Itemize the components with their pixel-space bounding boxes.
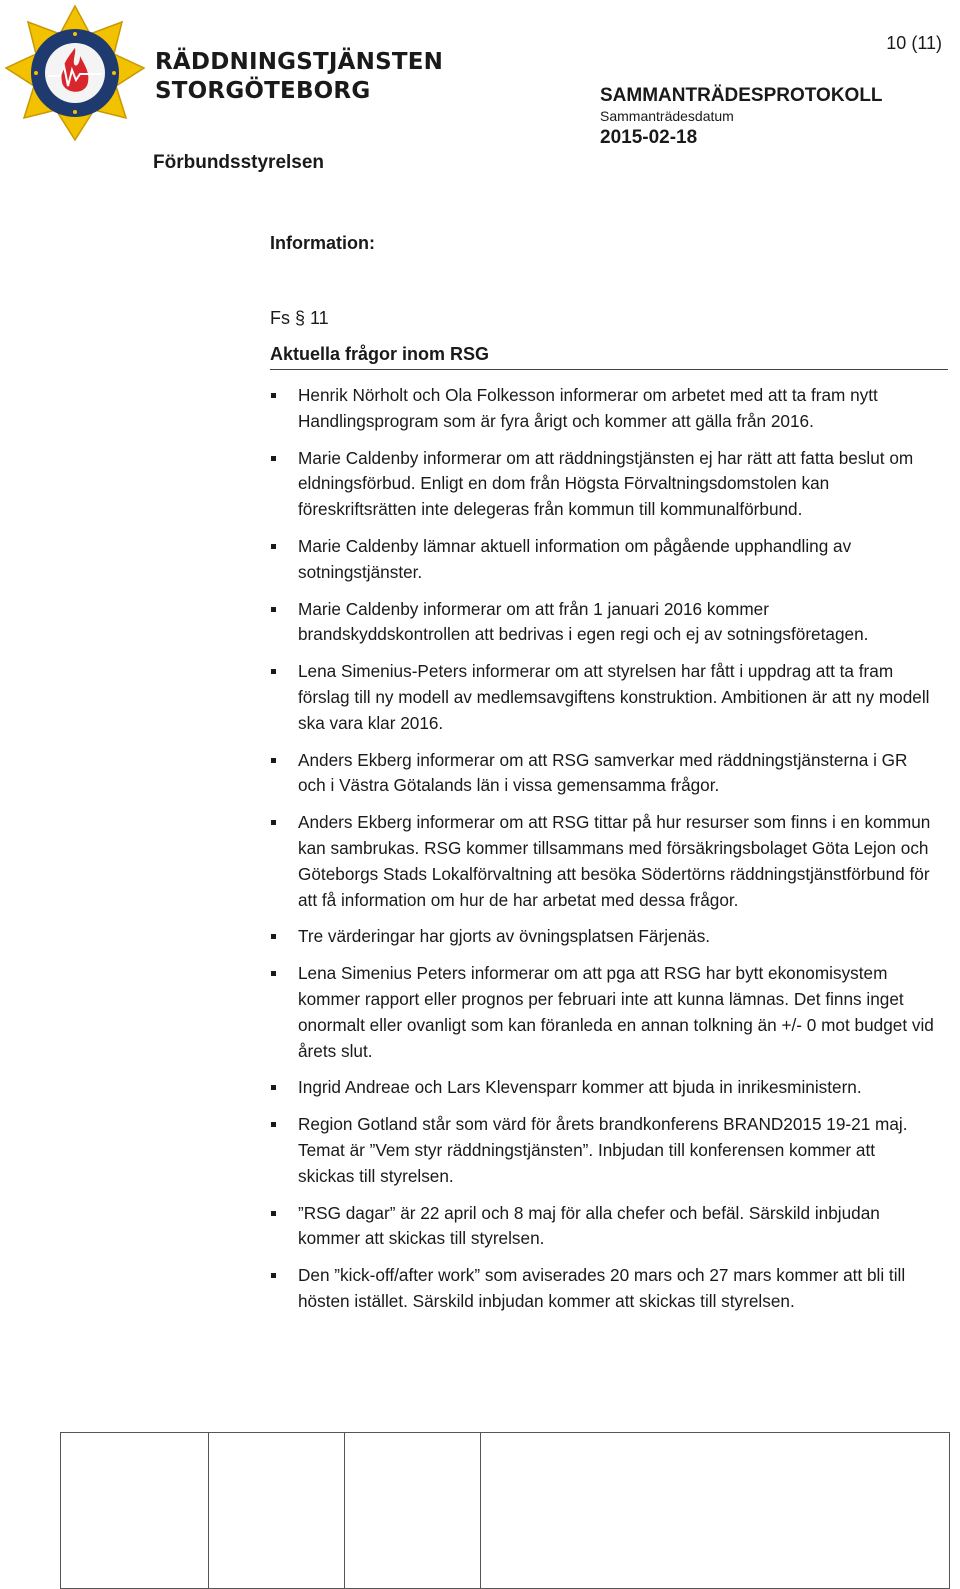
list-item-text: Lena Simenius-Peters informerar om att styrelsen har fått i uppdrag att ta fram förslag till ny modell av medlemsavgiftens konstruktion. Ambitionen är att ny modell ska vara klar 2016.: [298, 661, 930, 733]
bullet-marker: [271, 758, 276, 763]
list-item-text: Tre värderingar har gjorts av övningsplatsen Färjenäs.: [298, 926, 711, 947]
list-item-text: Henrik Nörholt och Ola Folkesson informerar om arbetet med att ta fram nytt Handlingsprogram som är fyra årigt och kommer att gälla från 2016.: [298, 385, 878, 431]
list-item: [270, 534, 936, 586]
information-heading: Information:: [270, 233, 375, 253]
protocol-title: SAMMANTRÄDESPROTOKOLL: [600, 85, 883, 106]
bullet-marker: [271, 456, 276, 461]
information-list: [270, 383, 936, 1326]
signature-cell: [345, 1433, 481, 1589]
list-item-text: Anders Ekberg informerar om att RSG samverkar med räddningstjänsterna i GR och i Västra Götalands län i vissa gemensamma frågor.: [298, 749, 908, 796]
section-number: Fs § 11: [270, 308, 329, 328]
section-divider: [270, 369, 948, 370]
bullet-marker: [271, 934, 276, 939]
list-item-text: Anders Ekberg informerar om att RSG tittar på hur resurser som finns i en kommun kan sambrukas. RSG kommer tillsammans med försäkringsbolaget Göta Lejon och Göteborgs Stads Lokalförvaltning att besöka Södertörns räddningstjänstförbund för att få information om hur de har arbetat med dessa frågor.: [298, 812, 931, 910]
signature-table: [60, 1432, 950, 1589]
signature-cell: [61, 1433, 209, 1589]
list-item-text: Marie Caldenby informerar om att från 1 januari 2016 kommer brandskyddskontrollen att bedrivas i egen regi och ej av sotningsföretagen.: [298, 598, 869, 645]
signature-cell: [209, 1433, 345, 1589]
list-item: [270, 1263, 936, 1315]
bullet-marker: [271, 971, 276, 976]
section-title: Aktuella frågor inom RSG: [270, 344, 490, 364]
meeting-date-label: Sammanträdesdatum: [600, 108, 734, 124]
board-name: Förbundsstyrelsen: [153, 152, 325, 173]
bullet-marker: [271, 1211, 276, 1216]
list-item-text: Lena Simenius Peters informerar om att pga att RSG har bytt ekonomisystem kommer rapport eller prognos per februari inte att kunna lämnas. Det finns inget onormalt eller ovanligt som kan föranleda en annan tolkning än +/- 0 mot budget vid årets slut.: [298, 963, 934, 1061]
list-item: [270, 748, 936, 800]
list-item: [270, 924, 936, 950]
signature-row: [61, 1433, 950, 1589]
list-item: [270, 597, 936, 649]
list-item: [270, 810, 936, 913]
list-item-text: Marie Caldenby informerar om att räddningstjänsten ej har rätt att fatta beslut om eldningsförbud. Enligt en dom från Högsta Förvaltningsdomstolen kan föreskriftsrätten inte delegeras från kommun till kommunalförbund.: [298, 447, 914, 520]
list-item: [270, 1112, 936, 1189]
list-item-text: Region Gotland står som värd för årets brandkonferens BRAND2015 19-21 maj. Temat är ”Vem styr räddningstjänsten”. Inbjudan till konferensen kommer att skickas till styrelsen.: [298, 1114, 908, 1186]
bullet-marker: [271, 1085, 276, 1090]
organization-name: [155, 48, 443, 106]
list-item: [270, 659, 936, 736]
bullet-marker: [271, 669, 276, 674]
organization-name-line1: RÄDDNINGSTJÄNSTEN: [155, 49, 444, 75]
list-item: [270, 961, 936, 1064]
list-item: [270, 1075, 936, 1101]
protocol-block: [600, 86, 883, 149]
meeting-date: 2015-02-18: [600, 127, 698, 148]
signature-cell: [481, 1433, 950, 1589]
list-item-text: Den ”kick-off/after work” som aviserades 20 mars och 27 mars kommer att bli till hösten istället. Särskild inbjudan kommer att skickas till styrelsen.: [298, 1265, 906, 1311]
list-item-text: Ingrid Andreae och Lars Klevensparr kommer att bjuda in inrikesministern.: [298, 1077, 862, 1098]
list-item: [270, 383, 936, 435]
organization-name-line2: STORGÖTEBORG: [155, 78, 371, 104]
list-item: [270, 446, 936, 523]
list-item-text: ”RSG dagar” är 22 april och 8 maj för alla chefer och befäl. Särskild inbjudan kommer att skickas till styrelsen.: [298, 1202, 880, 1249]
bullet-marker: [271, 1122, 276, 1127]
bullet-marker: [271, 607, 276, 612]
bullet-marker: [271, 820, 276, 825]
organization-logo: [4, 4, 146, 142]
bullet-marker: [271, 544, 276, 549]
page-number: 10 (11): [886, 33, 942, 53]
bullet-marker: [271, 1273, 276, 1278]
list-item-text: Marie Caldenby lämnar aktuell information om pågående upphandling av sotningstjänster.: [298, 535, 852, 582]
list-item: [270, 1201, 936, 1253]
bullet-marker: [271, 393, 276, 398]
